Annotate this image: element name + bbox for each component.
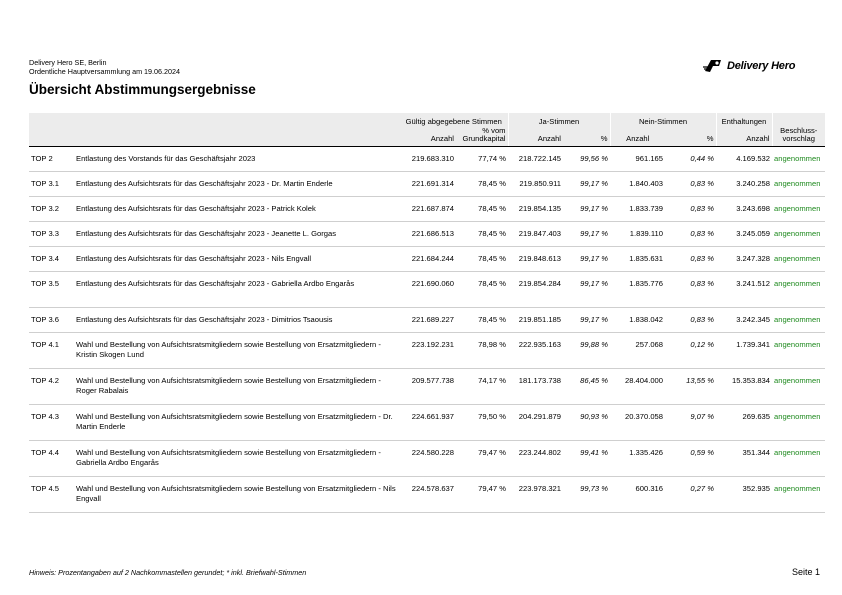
resolution-status: angenommen [772, 332, 825, 368]
logo-wordmark: Delivery Hero [727, 60, 796, 72]
valid-votes-count: 221.691.314 [400, 171, 456, 196]
valid-votes-pct: 79,47 % [456, 476, 508, 512]
no-votes-count: 1.835.776 [610, 271, 665, 307]
abstentions-count: 352.935 [716, 476, 772, 512]
no-votes-pct: 0,83 % [665, 307, 716, 332]
valid-votes-count: 219.683.310 [400, 146, 456, 171]
valid-votes-pct: 78,45 % [456, 221, 508, 246]
agenda-item-description: Wahl und Bestellung von Aufsichtsratsmitgliedern sowie Bestellung von Ersatzmitgliedern - Nils Engvall [74, 476, 400, 512]
agenda-item-number: TOP 4.4 [29, 440, 74, 476]
agenda-item-number: TOP 4.5 [29, 476, 74, 512]
abstentions-count: 3.245.059 [716, 221, 772, 246]
agenda-item-number: TOP 4.1 [29, 332, 74, 368]
table-row [29, 476, 825, 512]
valid-votes-pct: 78,45 % [456, 196, 508, 221]
agenda-item-description: Entlastung des Aufsichtsrats für das Geschäftsjahr 2023 - Dr. Martin Enderle [74, 171, 400, 196]
yes-votes-count: 223.978.321 [508, 476, 563, 512]
company-info [29, 59, 180, 76]
agenda-item-description: Entlastung des Aufsichtsrats für das Geschäftsjahr 2023 - Jeanette L. Gorgas [74, 221, 400, 246]
page-number: Seite 1 [791, 567, 820, 577]
voting-results-table [29, 113, 825, 513]
abstentions-count: 3.247.328 [716, 246, 772, 271]
agenda-item-description: Entlastung des Aufsichtsrats für das Geschäftsjahr 2023 - Patrick Kolek [74, 196, 400, 221]
resolution-status: angenommen [772, 171, 825, 196]
valid-votes-count: 224.661.937 [400, 404, 456, 440]
no-votes-pct: 0,83 % [665, 196, 716, 221]
header-yes-count: Anzahl [508, 127, 563, 147]
agenda-item-number: TOP 3.3 [29, 221, 74, 246]
yes-votes-count: 219.848.613 [508, 246, 563, 271]
no-votes-count: 1.840.403 [610, 171, 665, 196]
header-no-count: Anzahl [610, 127, 665, 147]
abstentions-count: 1.739.341 [716, 332, 772, 368]
yes-votes-pct: 99,73 % [563, 476, 610, 512]
yes-votes-count: 218.722.145 [508, 146, 563, 171]
page-title: Übersicht Abstimmungsergebnisse [29, 82, 256, 97]
header-yes-pct: % [563, 127, 610, 147]
footnote: Hinweis: Prozentangaben auf 2 Nachkommastellen gerundet; * inkl. Briefwahl-Stimmen [29, 568, 307, 577]
yes-votes-pct: 99,17 % [563, 307, 610, 332]
resolution-status: angenommen [772, 476, 825, 512]
valid-votes-pct: 79,50 % [456, 404, 508, 440]
header-valid-count: Anzahl [400, 127, 456, 147]
table-row [29, 332, 825, 368]
no-votes-pct: 13,55 % [665, 368, 716, 404]
abstentions-count: 351.344 [716, 440, 772, 476]
agenda-item-description: Wahl und Bestellung von Aufsichtsratsmitgliedern sowie Bestellung von Ersatzmitgliedern - Roger Rabalais [74, 368, 400, 404]
valid-votes-count: 221.690.060 [400, 271, 456, 307]
no-votes-pct: 0,12 % [665, 332, 716, 368]
valid-votes-pct: 74,17 % [456, 368, 508, 404]
valid-votes-pct: 78,45 % [456, 271, 508, 307]
resolution-status: angenommen [772, 368, 825, 404]
no-votes-count: 28.404.000 [610, 368, 665, 404]
no-votes-count: 1.335.426 [610, 440, 665, 476]
company-line: Delivery Hero SE, Berlin [29, 58, 107, 67]
abstentions-count: 3.242.345 [716, 307, 772, 332]
table-row [29, 307, 825, 332]
table-row [29, 271, 825, 307]
no-votes-count: 1.833.739 [610, 196, 665, 221]
no-votes-pct: 0,83 % [665, 246, 716, 271]
yes-votes-pct: 90,93 % [563, 404, 610, 440]
abstentions-count: 15.353.834 [716, 368, 772, 404]
yes-votes-pct: 99,17 % [563, 171, 610, 196]
valid-votes-pct: 78,45 % [456, 246, 508, 271]
header-no-pct: % [665, 127, 716, 147]
abstentions-count: 4.169.532 [716, 146, 772, 171]
no-votes-count: 20.370.058 [610, 404, 665, 440]
yes-votes-pct: 86,45 % [563, 368, 610, 404]
resolution-status: angenommen [772, 146, 825, 171]
valid-votes-pct: 78,98 % [456, 332, 508, 368]
header-abstain-count: Anzahl [716, 127, 772, 147]
agenda-item-description: Wahl und Bestellung von Aufsichtsratsmitgliedern sowie Bestellung von Ersatzmitgliedern - Gabriella Ardbo Engarås [74, 440, 400, 476]
no-votes-pct: 0,83 % [665, 171, 716, 196]
valid-votes-count: 221.689.227 [400, 307, 456, 332]
yes-votes-pct: 99,41 % [563, 440, 610, 476]
no-votes-pct: 0,59 % [665, 440, 716, 476]
no-votes-count: 600.316 [610, 476, 665, 512]
no-votes-pct: 0,44 % [665, 146, 716, 171]
header-resolution: Beschluss-vorschlag [772, 127, 825, 147]
event-line: Ordentliche Hauptversammlung am 19.06.2024 [29, 66, 181, 76]
yes-votes-pct: 99,17 % [563, 196, 610, 221]
header-valid-votes: Gültig abgegebene Stimmen [400, 113, 508, 127]
valid-votes-count: 221.686.513 [400, 221, 456, 246]
table-row [29, 221, 825, 246]
valid-votes-pct: 79,47 % [456, 440, 508, 476]
yes-votes-count: 219.854.284 [508, 271, 563, 307]
resolution-status: angenommen [772, 246, 825, 271]
no-votes-count: 1.838.042 [610, 307, 665, 332]
header-yes-votes: Ja-Stimmen [508, 113, 610, 127]
abstentions-count: 3.241.512 [716, 271, 772, 307]
yes-votes-count: 219.854.135 [508, 196, 563, 221]
rider-icon [703, 58, 723, 74]
agenda-item-description: Entlastung des Vorstands für das Geschäftsjahr 2023 [74, 146, 400, 171]
resolution-status: angenommen [772, 221, 825, 246]
resolution-status: angenommen [772, 196, 825, 221]
yes-votes-pct: 99,88 % [563, 332, 610, 368]
header-valid-pct: % vom Grundkapital [456, 127, 508, 147]
valid-votes-pct: 78,45 % [456, 307, 508, 332]
agenda-item-description: Wahl und Bestellung von Aufsichtsratsmitgliedern sowie Bestellung von Ersatzmitgliedern - Dr. Martin Enderle [74, 404, 400, 440]
no-votes-count: 1.835.631 [610, 246, 665, 271]
no-votes-pct: 9,07 % [665, 404, 716, 440]
table-row [29, 368, 825, 404]
agenda-item-number: TOP 3.5 [29, 271, 74, 307]
header-abstentions: Enthaltungen [716, 113, 772, 127]
agenda-item-number: TOP 3.6 [29, 307, 74, 332]
agenda-item-number: TOP 4.2 [29, 368, 74, 404]
valid-votes-count: 224.578.637 [400, 476, 456, 512]
header-no-votes: Nein-Stimmen [610, 113, 716, 127]
agenda-item-description: Entlastung des Aufsichtsrats für das Geschäftsjahr 2023 - Nils Engvall [74, 246, 400, 271]
resolution-status: angenommen [772, 404, 825, 440]
no-votes-pct: 0,83 % [665, 221, 716, 246]
yes-votes-count: 204.291.879 [508, 404, 563, 440]
resolution-status: angenommen [772, 440, 825, 476]
abstentions-count: 3.243.698 [716, 196, 772, 221]
agenda-item-number: TOP 4.3 [29, 404, 74, 440]
resolution-status: angenommen [772, 307, 825, 332]
yes-votes-count: 223.244.802 [508, 440, 563, 476]
no-votes-count: 961.165 [610, 146, 665, 171]
valid-votes-count: 223.192.231 [400, 332, 456, 368]
yes-votes-pct: 99,17 % [563, 221, 610, 246]
agenda-item-description: Entlastung des Aufsichtsrats für das Geschäftsjahr 2023 - Gabriella Ardbo Engarås [74, 271, 400, 307]
no-votes-count: 257.068 [610, 332, 665, 368]
header-row-groups [29, 113, 825, 127]
yes-votes-pct: 99,17 % [563, 271, 610, 307]
yes-votes-count: 219.847.403 [508, 221, 563, 246]
resolution-status: angenommen [772, 271, 825, 307]
valid-votes-count: 209.577.738 [400, 368, 456, 404]
yes-votes-count: 219.851.185 [508, 307, 563, 332]
table-row [29, 440, 825, 476]
delivery-hero-logo [703, 58, 795, 74]
no-votes-pct: 0,27 % [665, 476, 716, 512]
yes-votes-pct: 99,17 % [563, 246, 610, 271]
agenda-item-description: Entlastung des Aufsichtsrats für das Geschäftsjahr 2023 - Dimitrios Tsaousis [74, 307, 400, 332]
header-row-columns [29, 127, 825, 147]
table-row [29, 246, 825, 271]
agenda-item-number: TOP 2 [29, 146, 74, 171]
table-row [29, 196, 825, 221]
no-votes-count: 1.839.110 [610, 221, 665, 246]
yes-votes-pct: 99,56 % [563, 146, 610, 171]
agenda-item-number: TOP 3.2 [29, 196, 74, 221]
valid-votes-pct: 78,45 % [456, 171, 508, 196]
table-row [29, 404, 825, 440]
agenda-item-description: Wahl und Bestellung von Aufsichtsratsmitgliedern sowie Bestellung von Ersatzmitgliedern - Kristin Skogen Lund [74, 332, 400, 368]
valid-votes-count: 221.687.874 [400, 196, 456, 221]
no-votes-pct: 0,83 % [665, 271, 716, 307]
yes-votes-count: 222.935.163 [508, 332, 563, 368]
yes-votes-count: 181.173.738 [508, 368, 563, 404]
valid-votes-pct: 77,74 % [456, 146, 508, 171]
valid-votes-count: 221.684.244 [400, 246, 456, 271]
agenda-item-number: TOP 3.4 [29, 246, 74, 271]
yes-votes-count: 219.850.911 [508, 171, 563, 196]
table-row [29, 171, 825, 196]
abstentions-count: 3.240.258 [716, 171, 772, 196]
abstentions-count: 269.635 [716, 404, 772, 440]
table-body [29, 146, 825, 512]
agenda-item-number: TOP 3.1 [29, 171, 74, 196]
table-row [29, 146, 825, 171]
valid-votes-count: 224.580.228 [400, 440, 456, 476]
